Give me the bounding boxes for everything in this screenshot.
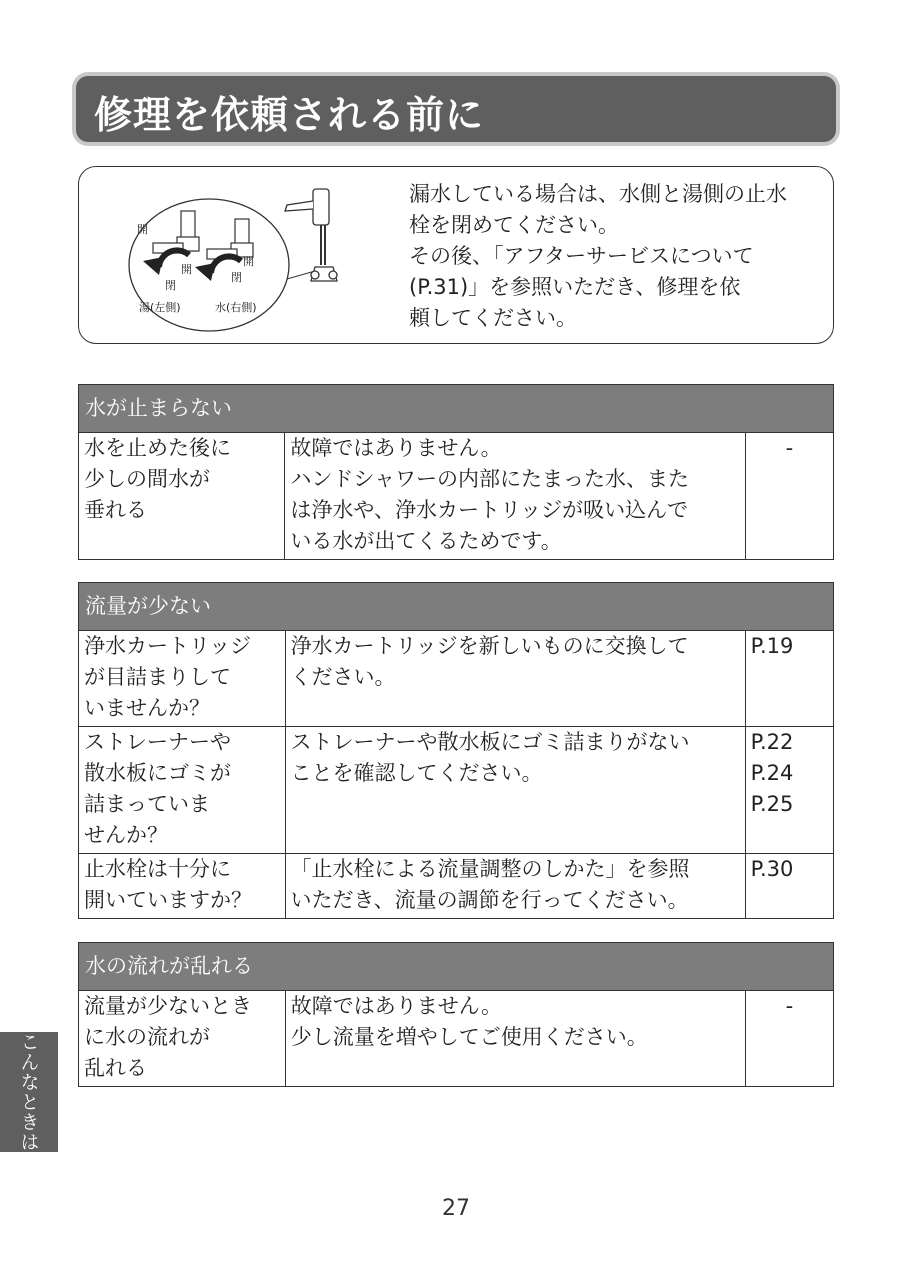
page-ref-link[interactable]: P.24 xyxy=(750,761,794,785)
remedy-cell xyxy=(285,854,745,919)
remedy-line: は浄水や、浄水カートリッジが吸い込んで xyxy=(290,498,689,522)
remedy-line: 故障ではありません。 xyxy=(290,436,502,460)
ref-cell xyxy=(745,727,833,854)
cause-line: に水の流れが xyxy=(84,1025,210,1049)
open-label: 開 xyxy=(243,255,254,268)
close-label: 閉 xyxy=(165,279,176,292)
remedy-cell xyxy=(285,727,745,854)
cause-line: ストレーナーや xyxy=(84,730,231,754)
cause-cell xyxy=(79,991,286,1087)
page-ref-link[interactable]: P.25 xyxy=(750,792,794,816)
cause-line: 乱れる xyxy=(84,1056,147,1080)
remedy-line: ことを確認してください。 xyxy=(290,761,543,785)
remedy-line: ください。 xyxy=(290,665,396,689)
cause-cell xyxy=(79,631,286,727)
table-row xyxy=(79,631,834,727)
open-label: 開 xyxy=(137,223,148,236)
page-number: 27 xyxy=(442,1196,470,1221)
cold-side-label: 水(右側) xyxy=(215,301,257,314)
page-ref-link[interactable]: P.30 xyxy=(750,857,794,881)
ref-cell xyxy=(745,854,833,919)
title-bar xyxy=(76,76,836,142)
remedy-line: 「止水栓による流量調整のしかた」を参照 xyxy=(290,857,690,881)
cause-line: 止水栓は十分に xyxy=(84,857,231,881)
table-row xyxy=(79,854,834,919)
notice-line: (P.31)」を参照いただき、修理を依 xyxy=(409,275,741,299)
close-label: 閉 xyxy=(231,271,242,284)
cause-line: 詰まっていま xyxy=(84,792,210,816)
section-header: 流量が少ない xyxy=(79,583,834,631)
section-low-flow xyxy=(78,582,834,919)
notice-text xyxy=(409,179,821,334)
page-title: 修理を依頼される前に xyxy=(94,93,485,137)
ref-text: - xyxy=(785,436,794,460)
section-header: 水が止まらない xyxy=(79,385,834,433)
cause-line: 水を止めた後に xyxy=(84,436,231,460)
cause-line: 流量が少ないとき xyxy=(84,994,252,1018)
notice-line: その後、「アフターサービスについて xyxy=(409,244,754,268)
cause-cell xyxy=(79,854,286,919)
cause-line: が目詰まりして xyxy=(84,665,231,689)
cause-line: せんか？ xyxy=(84,823,168,847)
side-tab-troubleshooting[interactable]: こんなときは xyxy=(0,1032,58,1152)
cause-line: いませんか？ xyxy=(84,696,210,720)
cause-cell xyxy=(79,727,286,854)
section-water-not-stopping xyxy=(78,384,834,560)
hot-side-label: 湯(左側) xyxy=(139,301,181,314)
page-ref-link[interactable]: P.22 xyxy=(750,730,794,754)
remedy-cell xyxy=(285,631,745,727)
cause-cell xyxy=(79,433,285,560)
remedy-cell xyxy=(285,433,745,560)
ref-cell xyxy=(745,433,833,560)
faucet-valve-illustration xyxy=(119,175,419,335)
remedy-line: 故障ではありません。 xyxy=(290,994,502,1018)
cause-line: 開いていますか？ xyxy=(84,888,252,912)
notice-box xyxy=(78,166,834,344)
section-flow-disturbed xyxy=(78,942,834,1087)
cause-line: 垂れる xyxy=(84,498,147,522)
ref-cell xyxy=(745,631,833,727)
ref-text: - xyxy=(785,994,794,1018)
open-label: 開 xyxy=(181,263,192,276)
notice-line: 漏水している場合は、水側と湯側の止水 xyxy=(409,182,787,206)
remedy-cell xyxy=(285,991,745,1087)
notice-line: 頼してください。 xyxy=(409,306,577,330)
notice-line: 栓を閉めてください。 xyxy=(409,213,619,237)
table-row xyxy=(79,433,834,560)
section-header: 水の流れが乱れる xyxy=(79,943,834,991)
table-row xyxy=(79,991,834,1087)
cause-line: 浄水カートリッジ xyxy=(84,634,252,658)
remedy-line: 少し流量を増やしてご使用ください。 xyxy=(290,1025,648,1049)
remedy-line: ハンドシャワーの内部にたまった水、また xyxy=(290,467,690,491)
cause-line: 少しの間水が xyxy=(84,467,210,491)
ref-cell xyxy=(745,991,833,1087)
cause-line: 散水板にゴミが xyxy=(84,761,231,785)
remedy-line: ストレーナーや散水板にゴミ詰まりがない xyxy=(290,730,690,754)
remedy-line: 浄水カートリッジを新しいものに交換して xyxy=(290,634,689,658)
remedy-line: いる水が出てくるためです。 xyxy=(290,529,562,553)
remedy-line: いただき、流量の調節を行ってください。 xyxy=(290,888,689,912)
page-ref-link[interactable]: P.19 xyxy=(750,634,794,658)
table-row xyxy=(79,727,834,854)
